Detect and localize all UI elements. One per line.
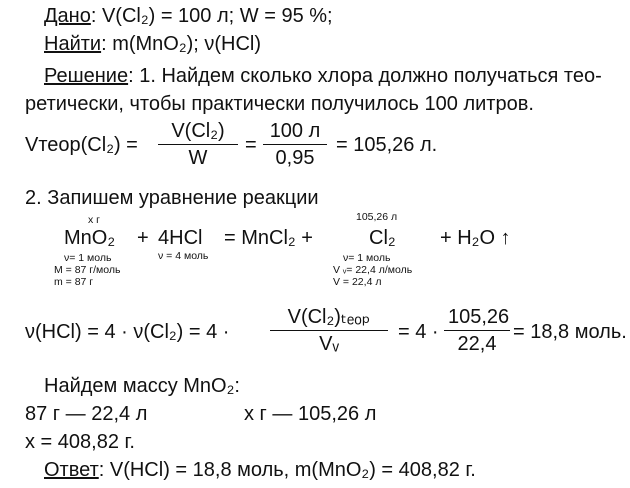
reaction-water: + H₂O ↑ bbox=[440, 227, 511, 249]
eq2-frac2-numerator: 105,26 bbox=[448, 306, 510, 328]
eq1-lhs: Vтеор(Cl₂) = bbox=[25, 134, 138, 156]
proportion-right: x г — 105,26 л bbox=[244, 403, 377, 425]
mass-heading: Найдем массу MnO₂: bbox=[44, 375, 240, 397]
answer-text: : V(HCl) = 18,8 моль, m(MnO₂) = 408,82 г. bbox=[98, 459, 476, 481]
below-hcl-nu: ν = 4 моль bbox=[158, 250, 209, 262]
above-cl2: 105,26 л bbox=[356, 211, 398, 223]
eq1-fraction-2 bbox=[263, 120, 327, 169]
eq1-equals: = bbox=[245, 134, 257, 156]
solution-step1-line1: : 1. Найдем сколько хлора должно получаться тео- bbox=[128, 65, 602, 87]
eq1-result: = 105,26 л. bbox=[336, 134, 438, 156]
eq2-mid: = 4 · bbox=[398, 321, 439, 343]
step2-heading: 2. Запишем уравнение реакции bbox=[25, 187, 319, 209]
eq2-frac1-denominator: Vᵥ bbox=[270, 330, 388, 355]
proportion-left: 87 г — 22,4 л bbox=[25, 403, 148, 425]
below-cl2-volume: V = 22,4 л bbox=[333, 276, 382, 288]
eq1-fraction-1 bbox=[158, 120, 238, 169]
solution-line-2: ретически, чтобы практически получилось 100 литров. bbox=[25, 93, 534, 115]
reaction-plus: + bbox=[137, 227, 149, 249]
eq2-fraction-1 bbox=[270, 306, 388, 355]
eq1-frac1-denominator: W bbox=[158, 144, 238, 169]
reaction-hcl: 4HCl bbox=[158, 227, 203, 249]
eq2-lhs: ν(HCl) = 4 · ν(Cl₂) = 4 · bbox=[25, 321, 230, 343]
reaction-mncl2: = MnCl₂ + bbox=[224, 227, 313, 249]
find-line bbox=[44, 32, 261, 56]
eq1-frac2-denominator: 0,95 bbox=[263, 144, 327, 169]
answer-label: Ответ bbox=[44, 459, 99, 481]
eq2-fraction-2 bbox=[444, 306, 510, 355]
eq1-frac1-numerator: V(Cl₂) bbox=[171, 120, 225, 142]
solution-label: Решение bbox=[44, 65, 129, 87]
below-cl2-nu: ν= 1 моль bbox=[343, 252, 391, 264]
below-mno2-molar: M = 87 г/моль bbox=[54, 264, 121, 276]
reaction-cl2: Cl₂ bbox=[369, 227, 396, 249]
eq1-frac2-numerator: 100 л bbox=[269, 120, 321, 142]
below-cl2-molar-volume: V ᵥ= 22,4 л/моль bbox=[333, 264, 413, 276]
given-text: : V(Cl₂) = 100 л; W = 95 %; bbox=[90, 5, 333, 27]
given-line bbox=[44, 4, 333, 28]
eq2-result: = 18,8 моль. bbox=[513, 321, 627, 343]
find-label: Найти bbox=[44, 33, 102, 55]
reaction-mno2: MnO₂ bbox=[64, 227, 116, 249]
above-mno2: x г bbox=[88, 214, 100, 226]
find-text: : m(MnO₂); ν(HCl) bbox=[101, 33, 262, 55]
solution-line-1 bbox=[44, 64, 602, 88]
eq2-frac1-numerator: V(Cl₂)ₜₑₒₚ bbox=[287, 306, 371, 328]
below-mno2-mass: m = 87 г bbox=[54, 276, 94, 288]
eq2-frac2-denominator: 22,4 bbox=[444, 330, 510, 355]
x-result: x = 408,82 г. bbox=[25, 431, 135, 453]
answer-line bbox=[44, 458, 476, 482]
below-mno2-nu: ν= 1 моль bbox=[64, 252, 112, 264]
given-label: Дано bbox=[44, 5, 91, 27]
